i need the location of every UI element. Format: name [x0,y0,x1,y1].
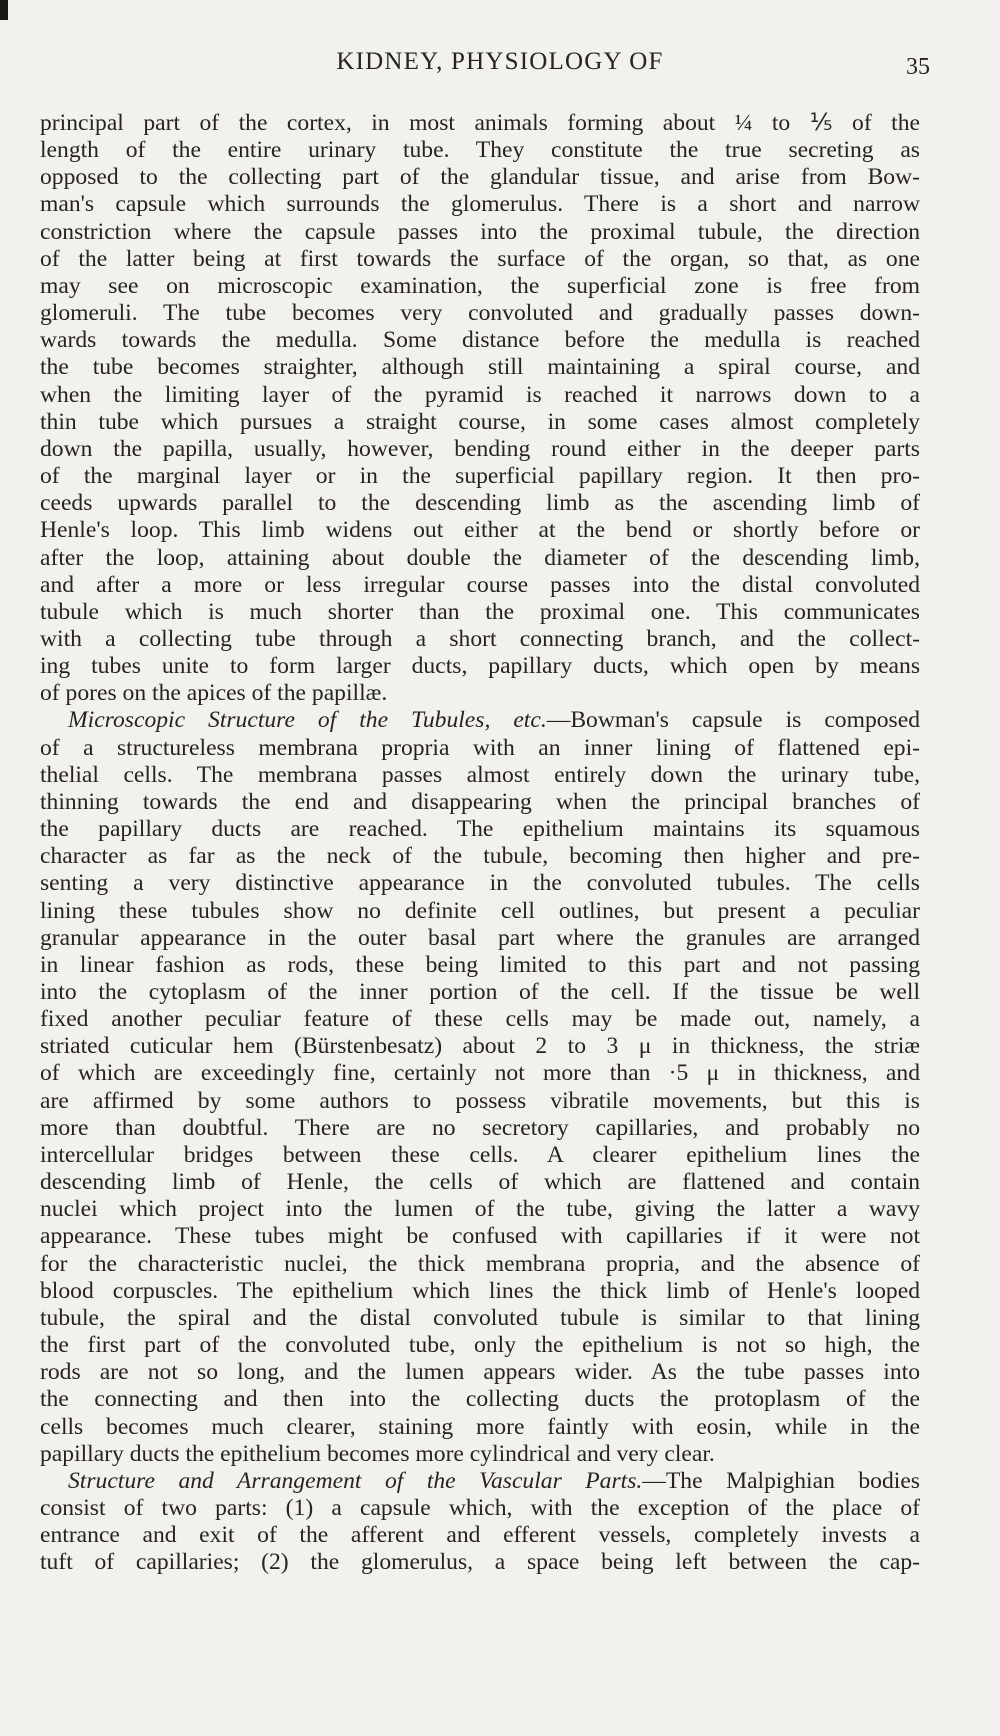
line-text: when the limiting layer of the pyramid is reached it narrows down to a [40,381,920,408]
text-line [40,1088,920,1115]
text-line [40,1414,920,1441]
line-text: constriction where the capsule passes into the proximal tubule, the direction [40,218,920,245]
text-line [40,1033,920,1060]
line-text: blood corpuscles. The epithelium which lines the thick limb of Henle's looped [40,1277,920,1304]
line-text: Henle's loop. This limb widens out either at the bend or shortly before or [40,517,920,544]
line-text: tubule, the spiral and the distal convoluted tubule is similar to that lining [40,1304,920,1331]
text-line [40,300,920,327]
line-text: entrance and exit of the afferent and efferent vessels, completely invests a [40,1522,920,1549]
line-text: the first part of the convoluted tube, only the epithelium is not so high, the [40,1332,920,1359]
text-line [40,1549,920,1576]
text-line [40,1251,920,1278]
text-line [40,572,920,599]
line-text: the papillary ducts are reached. The epithelium maintains its squamous [40,816,920,843]
text-line [40,870,920,897]
line-text: of the marginal layer or in the superficial papillary region. It then pro- [40,463,920,490]
line-text: glomeruli. The tube becomes very convoluted and gradually passes down- [40,300,920,327]
text-line [40,1359,920,1386]
line-text: appearance. These tubes might be confused with capillaries if it were not [40,1223,920,1250]
text-line [40,110,920,137]
text-line [40,925,920,952]
line-text: thelial cells. The membrana passes almost entirely down the urinary tube, [40,761,920,788]
line-text: in linear fashion as rods, these being limited to this part and not passing [40,951,920,978]
text-line [40,219,920,246]
line-text: length of the entire urinary tube. They constitute the true secreting as [40,137,920,164]
section-heading-line [40,707,920,734]
line-text: of pores on the apices of the papillæ. [40,680,388,707]
line-text: character as far as the neck of the tubule, becoming then higher and pre- [40,843,920,870]
page-edge-mark [0,0,8,20]
line-text: —The Malpighian bodies [642,1467,920,1494]
line-text: striated cuticular hem (Bürstenbesatz) about 2 to 3 μ in thickness, the striæ [40,1033,920,1060]
line-text: lining these tubules show no definite cell outlines, but present a peculiar [40,897,920,924]
text-line [40,1278,920,1305]
page-number: 35 [906,54,930,80]
line-text: intercellular bridges between these cells. A clearer epithelium lines the [40,1141,920,1168]
section-heading: Microscopic Structure of the Tubules, etc. [68,707,547,734]
line-text: the tube becomes straighter, although still maintaining a spiral course, and [40,354,920,381]
text-line [40,735,920,762]
text-line [40,979,920,1006]
text-line [40,952,920,979]
line-text: tuft of capillaries; (2) the glomerulus, a space being left between the cap- [40,1549,920,1576]
line-text: ceeds upwards parallel to the descending limb as the ascending limb of [40,490,920,517]
line-text: rods are not so long, and the lumen appears wider. As the tube passes into [40,1359,920,1386]
line-text: into the cytoplasm of the inner portion of the cell. If the tissue be well [40,979,920,1005]
text-line [40,626,920,653]
line-text: of the latter being at first towards the surface of the organ, so that, as one [40,245,920,272]
text-line [40,191,920,218]
line-text: wards towards the medulla. Some distance before the medulla is reached [40,327,920,354]
text-line [40,1522,920,1549]
page-header [0,48,1000,88]
line-text: descending limb of Henle, the cells of which are flattened and contain [40,1169,920,1196]
line-text: down the papilla, usually, however, bending round either in the deeper parts [40,435,920,462]
text-line [40,354,920,381]
text-line [40,1223,920,1250]
text-line [40,327,920,354]
text-line [40,137,920,164]
line-text: nuclei which project into the lumen of the tube, giving the latter a wavy [40,1196,920,1223]
line-text: cells becomes much clearer, staining more faintly with eosin, while in the [40,1413,920,1440]
line-text: consist of two parts: (1) a capsule which, with the exception of the place of [40,1494,920,1521]
line-text: granular appearance in the outer basal part where the granules are arranged [40,924,920,951]
body-text [40,110,920,1576]
line-text: fixed another peculiar feature of these cells may be made out, namely, a [40,1006,920,1033]
line-text: of a structureless membrana propria with an inner lining of flattened epi- [40,734,920,761]
text-line [40,789,920,816]
line-text: for the characteristic nuclei, the thick membrana propria, and the absence of [40,1250,920,1277]
line-text: of which are exceedingly fine, certainly not more than ·5 μ in thickness, and [40,1060,920,1087]
text-line [40,517,920,544]
line-text: and after a more or less irregular course passes into the distal convoluted [40,571,920,598]
line-text: man's capsule which surrounds the glomerulus. There is a short and narrow [40,191,920,218]
text-line [40,545,920,572]
line-text: after the loop, attaining about double the diameter of the descending limb, [40,544,920,571]
text-line [40,1060,920,1087]
line-text: opposed to the collecting part of the glandular tissue, and arise from Bow- [40,164,920,191]
line-text: ing tubes unite to form larger ducts, papillary ducts, which open by means [40,653,920,680]
section-heading-line [40,1468,920,1495]
text-line [40,680,920,707]
text-line [40,1006,920,1033]
line-text: may see on microscopic examination, the superficial zone is free from [40,272,920,299]
text-line [40,1386,920,1413]
text-line [40,382,920,409]
text-line [40,1196,920,1223]
text-line [40,653,920,680]
line-text: the connecting and then into the collecting ducts the protoplasm of the [40,1386,920,1413]
text-line [40,898,920,925]
line-text: are affirmed by some authors to possess vibratile movements, but this is [40,1087,920,1114]
line-text: thin tube which pursues a straight course, in some cases almost completely [40,408,920,435]
text-line [40,1495,920,1522]
text-line [40,1441,920,1468]
text-line [40,1305,920,1332]
line-text: principal part of the cortex, in most animals forming about ¼ to ⅕ of the [40,110,920,136]
text-line [40,164,920,191]
text-line [40,409,920,436]
running-title: KIDNEY, PHYSIOLOGY OF [336,48,664,75]
line-text: senting a very distinctive appearance in the convoluted tubules. The cells [40,870,920,897]
line-text: —Bowman's capsule is composed [546,707,920,734]
text-line [40,843,920,870]
text-line [40,490,920,517]
text-line [40,246,920,273]
line-text: thinning towards the end and disappearing when the principal branches of [40,788,920,815]
text-line [40,273,920,300]
text-line [40,1115,920,1142]
text-line [40,599,920,626]
line-text: with a collecting tube through a short connecting branch, and the collect- [40,625,920,652]
text-line [40,762,920,789]
line-text: more than doubtful. There are no secretory capillaries, and probably no [40,1114,920,1141]
text-line [40,1332,920,1359]
text-line [40,436,920,463]
text-line [40,1169,920,1196]
text-line [40,816,920,843]
text-line [40,463,920,490]
text-line [40,1142,920,1169]
line-text: tubule which is much shorter than the proximal one. This communicates [40,598,920,625]
line-text: papillary ducts the epithelium becomes more cylindrical and very clear. [40,1440,715,1467]
section-heading: Structure and Arrangement of the Vascular Parts. [68,1467,643,1494]
